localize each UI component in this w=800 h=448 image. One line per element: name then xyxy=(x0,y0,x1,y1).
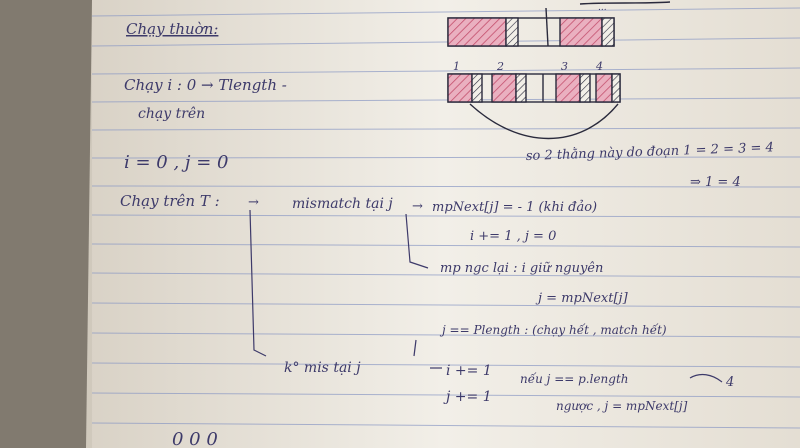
note-case1-line1: mpNext[j] = - 1 (khi đảo) xyxy=(432,200,598,215)
note-compare-a: so 2 thằng này do đoạn 1 = 2 = 3 = 4 xyxy=(525,140,775,164)
note-inc-j: j += 1 xyxy=(446,389,492,405)
note-cond1: nếu j == p.length xyxy=(520,372,629,386)
note-case2-line1: mp ngc lại : i giữ nguyên xyxy=(440,261,604,276)
note-mismatch: mismatch tại j xyxy=(292,196,393,212)
segment-label-3: 3 xyxy=(561,60,568,73)
note-case1-arrow: → xyxy=(412,199,423,214)
note-scribble-bottom: 4 xyxy=(726,375,735,390)
paper-sheet xyxy=(86,0,800,448)
note-line1b: chạy trên xyxy=(138,106,206,122)
segment-label-1: 1 xyxy=(453,60,460,73)
note-bottom-fragment: 0 0 0 xyxy=(172,429,218,448)
top-right-scribble: ... xyxy=(598,3,607,13)
segment-label-4: 4 xyxy=(596,60,603,73)
segment-label-2: 2 xyxy=(497,60,504,73)
note-cond2: ngược , j = mpNext[j] xyxy=(556,399,688,413)
note-no-mismatch: k° mis tại j xyxy=(284,360,361,376)
note-title: Chạy thuờn: xyxy=(126,20,219,38)
note-init: i = 0 , j = 0 xyxy=(124,152,229,173)
note-arrow-a: → xyxy=(248,195,259,210)
note-inc-i: i += 1 xyxy=(446,363,492,379)
note-line1: Chạy i : 0 → Tlength - xyxy=(124,76,287,94)
note-compare-b: ⇒ 1 = 4 xyxy=(690,175,741,190)
note-run-on-t: Chạy trên T : xyxy=(120,192,220,210)
note-case1-line2: i += 1 , j = 0 xyxy=(470,229,557,244)
note-case3-line: j == Plength : (chạy hết , match hết) xyxy=(442,323,667,337)
note-case2-line2: j = mpNext[j] xyxy=(538,291,628,306)
